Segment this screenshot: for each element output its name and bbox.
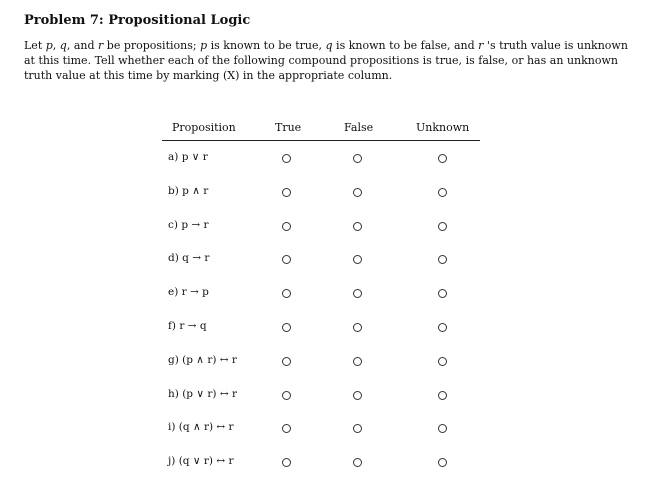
header-unknown: Unknown bbox=[416, 121, 470, 134]
unknown-radio[interactable] bbox=[438, 154, 447, 163]
header-false: False bbox=[344, 121, 374, 134]
table-row bbox=[162, 378, 480, 412]
unknown-radio[interactable] bbox=[438, 357, 447, 366]
statement-text: at this time. Tell whether each of the following compound propositions is true, is false, or has an unknown bbox=[24, 54, 618, 67]
true-radio[interactable] bbox=[282, 458, 291, 467]
unknown-radio[interactable] bbox=[438, 289, 447, 298]
table-row bbox=[162, 141, 480, 175]
table-row bbox=[162, 276, 480, 310]
true-radio[interactable] bbox=[282, 255, 291, 264]
true-radio[interactable] bbox=[282, 391, 291, 400]
false-radio[interactable] bbox=[353, 458, 362, 467]
false-radio[interactable] bbox=[353, 323, 362, 332]
true-radio[interactable] bbox=[282, 154, 291, 163]
proposition-label: f) r → q bbox=[168, 319, 207, 332]
math-variable: r bbox=[98, 39, 104, 52]
false-radio[interactable] bbox=[353, 222, 362, 231]
math-variable: q bbox=[59, 39, 67, 52]
proposition-label: h) (p ∨ r) ↔ r bbox=[168, 387, 237, 400]
answer-table bbox=[162, 116, 480, 479]
statement-text: be propositions; bbox=[103, 39, 201, 52]
math-variable: p bbox=[200, 39, 208, 52]
false-radio[interactable] bbox=[353, 391, 362, 400]
unknown-radio[interactable] bbox=[438, 424, 447, 433]
statement-text: 's truth value is unknown bbox=[483, 39, 628, 52]
table-row bbox=[162, 411, 480, 445]
proposition-label: g) (p ∧ r) ↔ r bbox=[168, 353, 237, 366]
statement-line bbox=[24, 68, 624, 83]
statement-text: is known to be true, bbox=[207, 39, 326, 52]
statement-line bbox=[24, 38, 628, 53]
false-radio[interactable] bbox=[353, 424, 362, 433]
page-title: Problem 7: Propositional Logic bbox=[24, 13, 251, 28]
proposition-label: i) (q ∧ r) ↔ r bbox=[168, 421, 234, 434]
false-radio[interactable] bbox=[353, 188, 362, 197]
statement-text: is known to be false, and bbox=[332, 39, 479, 52]
statement-text: , and bbox=[66, 39, 99, 52]
false-radio[interactable] bbox=[353, 154, 362, 163]
unknown-radio[interactable] bbox=[438, 391, 447, 400]
math-variable: p bbox=[45, 39, 53, 52]
unknown-radio[interactable] bbox=[438, 323, 447, 332]
proposition-label: e) r → p bbox=[168, 286, 209, 299]
table-row bbox=[162, 310, 480, 344]
unknown-radio[interactable] bbox=[438, 458, 447, 467]
unknown-radio[interactable] bbox=[438, 255, 447, 264]
table-body bbox=[162, 141, 480, 479]
math-variable: q bbox=[325, 39, 333, 52]
proposition-label: j) (q ∨ r) ↔ r bbox=[168, 455, 234, 468]
table-row bbox=[162, 242, 480, 276]
unknown-radio[interactable] bbox=[438, 222, 447, 231]
true-radio[interactable] bbox=[282, 222, 291, 231]
proposition-label: b) p ∧ r bbox=[168, 184, 209, 197]
table-row bbox=[162, 209, 480, 243]
math-variable: r bbox=[478, 39, 484, 52]
proposition-label: c) p → r bbox=[168, 218, 209, 231]
true-radio[interactable] bbox=[282, 424, 291, 433]
unknown-radio[interactable] bbox=[438, 188, 447, 197]
true-radio[interactable] bbox=[282, 289, 291, 298]
header-true: True bbox=[275, 121, 302, 134]
proposition-label: d) q → r bbox=[168, 252, 210, 265]
false-radio[interactable] bbox=[353, 289, 362, 298]
table-row bbox=[162, 344, 480, 378]
true-radio[interactable] bbox=[282, 323, 291, 332]
false-radio[interactable] bbox=[353, 357, 362, 366]
table-row bbox=[162, 175, 480, 209]
problem-statement bbox=[24, 38, 628, 83]
true-radio[interactable] bbox=[282, 188, 291, 197]
header-proposition: Proposition bbox=[172, 121, 236, 134]
false-radio[interactable] bbox=[353, 255, 362, 264]
statement-text: truth value at this time by marking (X) in the appropriate column. bbox=[24, 69, 393, 82]
statement-line bbox=[24, 53, 618, 68]
true-radio[interactable] bbox=[282, 357, 291, 366]
table-header bbox=[162, 116, 480, 141]
proposition-label: a) p ∨ r bbox=[168, 151, 208, 163]
statement-text: Let bbox=[24, 39, 46, 52]
table-row bbox=[162, 445, 480, 479]
statement-text: , bbox=[52, 39, 60, 52]
